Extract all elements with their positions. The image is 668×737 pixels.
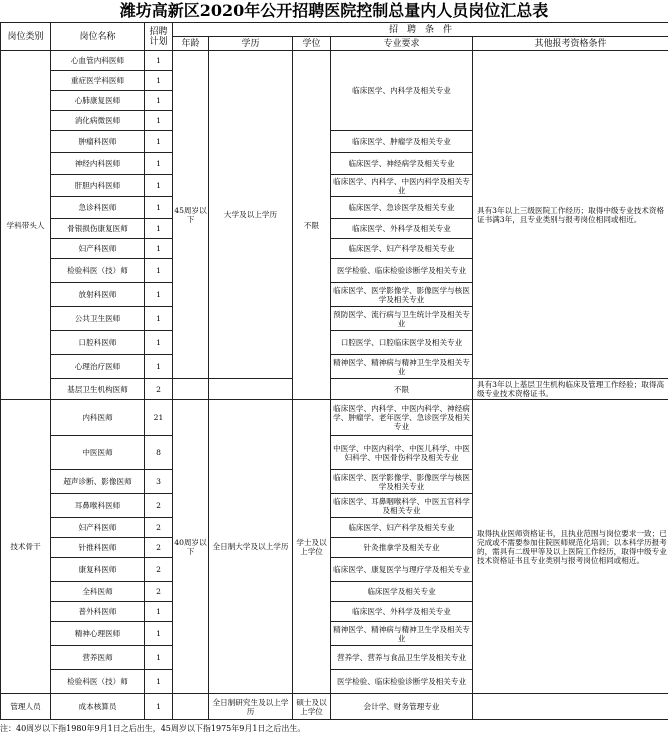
degree-cell: 硕士及以上学位 xyxy=(293,694,331,720)
major-cell: 临床医学、内科学、中医内科学及相关专业 xyxy=(331,175,473,197)
position-name: 心血管内科医师 xyxy=(51,51,145,71)
major-cell: 中医学、中医内科学、中医儿科学、中医妇科学、中医骨伤科学及相关专业 xyxy=(331,436,473,470)
degree-cell: 学士及以上学位 xyxy=(293,400,331,694)
table-row xyxy=(1,379,668,400)
education-cell: 大学及以上学历 xyxy=(209,51,293,379)
position-count: 1 xyxy=(145,694,173,720)
position-name: 重症医学科医师 xyxy=(51,71,145,91)
major-cell: 临床医学、医学影像学、影像医学与核医学及相关专业 xyxy=(331,470,473,494)
position-name: 骨银损伤康复医师 xyxy=(51,219,145,239)
position-count: 1 xyxy=(145,51,173,71)
position-name: 康复科医师 xyxy=(51,558,145,582)
position-count: 1 xyxy=(145,153,173,175)
major-cell: 会计学、财务管理专业 xyxy=(331,694,473,720)
major-cell: 临床医学、康复医学与理疗学及相关专业 xyxy=(331,558,473,582)
category-cell: 管理人员 xyxy=(1,694,51,720)
major-cell: 医学检验、临床检验诊断学及相关专业 xyxy=(331,670,473,694)
header-major: 专业要求 xyxy=(331,37,473,51)
position-count: 1 xyxy=(145,602,173,622)
header-age: 年龄 xyxy=(173,37,209,51)
position-count: 8 xyxy=(145,436,173,470)
position-name: 妇产科医师 xyxy=(51,239,145,259)
major-cell: 临床医学、妇产科学及相关专业 xyxy=(331,518,473,538)
age-cell xyxy=(173,379,209,400)
header-row xyxy=(1,23,668,37)
major-cell: 临床医学、妇产科学及相关专业 xyxy=(331,239,473,259)
degree-cell: 不限 xyxy=(293,51,331,400)
header-conditions: 招 聘 条 件 xyxy=(173,23,668,37)
position-count: 2 xyxy=(145,582,173,602)
major-cell: 临床医学、医学影像学、影像医学与核医学及相关专业 xyxy=(331,283,473,307)
other-cell xyxy=(473,694,668,720)
position-name: 消化病微医师 xyxy=(51,111,145,131)
major-cell: 临床医学、内科学及相关专业 xyxy=(331,51,473,131)
category-cell: 学科带头人 xyxy=(1,51,51,400)
position-name: 中医医师 xyxy=(51,436,145,470)
position-name: 耳鼻喉科医师 xyxy=(51,494,145,518)
position-name: 营养医师 xyxy=(51,646,145,670)
position-name: 成本核算员 xyxy=(51,694,145,720)
major-cell: 临床医学、外科学及相关专业 xyxy=(331,602,473,622)
position-count: 2 xyxy=(145,379,173,400)
position-name: 全科医师 xyxy=(51,582,145,602)
position-count: 1 xyxy=(145,91,173,111)
major-cell: 口腔医学、口腔临床医学及相关专业 xyxy=(331,331,473,355)
position-count: 2 xyxy=(145,518,173,538)
position-name: 心理治疗医师 xyxy=(51,355,145,379)
education-cell xyxy=(209,379,293,400)
position-count: 1 xyxy=(145,197,173,219)
position-name: 口腔科医师 xyxy=(51,331,145,355)
table-row xyxy=(1,51,668,71)
major-cell: 预防医学、流行病与卫生统计学及相关专业 xyxy=(331,307,473,331)
position-count: 1 xyxy=(145,131,173,153)
major-cell: 针灸推拿学及相关专业 xyxy=(331,538,473,558)
major-cell: 医学检验、临床检验诊断学及相关专业 xyxy=(331,259,473,283)
position-count: 1 xyxy=(145,307,173,331)
position-count: 3 xyxy=(145,470,173,494)
position-count: 1 xyxy=(145,355,173,379)
major-cell: 临床医学、耳鼻咽喉科学、中医五官科学及相关专业 xyxy=(331,494,473,518)
education-cell: 全日制研究生及以上学历 xyxy=(209,694,293,720)
position-count: 1 xyxy=(145,219,173,239)
major-cell: 临床医学、急诊医学及相关专业 xyxy=(331,197,473,219)
position-count: 21 xyxy=(145,400,173,436)
position-count: 2 xyxy=(145,538,173,558)
header-other: 其他报考资格条件 xyxy=(473,37,668,51)
position-name: 普外科医师 xyxy=(51,602,145,622)
position-name: 神经内科医师 xyxy=(51,153,145,175)
position-name: 超声诊断、影像医师 xyxy=(51,470,145,494)
category-cell: 技术骨干 xyxy=(1,400,51,694)
position-name: 检验科医（技）师 xyxy=(51,259,145,283)
position-count: 1 xyxy=(145,259,173,283)
major-cell: 临床医学、内科学、中医内科学、神经病学、肿瘤学、老年医学、急诊医学及相关专业 xyxy=(331,400,473,436)
header-name: 岗位名称 xyxy=(51,23,145,51)
other-cell: 具有3年以上三级医院工作经历；取得中级专业技术资格证书满3年，且专业类别与报考岗位相同或相近。 xyxy=(473,51,668,379)
age-cell: 45周岁以下 xyxy=(173,51,209,379)
major-cell: 临床医学、外科学及相关专业 xyxy=(331,219,473,239)
table-row xyxy=(1,694,668,720)
position-count: 1 xyxy=(145,331,173,355)
position-count: 1 xyxy=(145,646,173,670)
position-count: 1 xyxy=(145,175,173,197)
position-count: 1 xyxy=(145,283,173,307)
major-cell: 营养学、营养与食品卫生学及相关专业 xyxy=(331,646,473,670)
position-name: 急诊科医师 xyxy=(51,197,145,219)
position-count: 1 xyxy=(145,71,173,91)
major-cell: 临床医学、神经病学及相关专业 xyxy=(331,153,473,175)
major-cell: 精神医学、精神病与精神卫生学及相关专业 xyxy=(331,622,473,646)
position-name: 心肺康复医师 xyxy=(51,91,145,111)
position-name: 针推科医师 xyxy=(51,538,145,558)
major-cell: 临床医学、肿瘤学及相关专业 xyxy=(331,131,473,153)
position-name: 肝胆内科医师 xyxy=(51,175,145,197)
position-name: 妇产科医师 xyxy=(51,518,145,538)
major-cell: 精神医学、精神病与精神卫生学及相关专业 xyxy=(331,355,473,379)
other-cell: 具有3年以上基层卫生机构临床及管理工作经验；取得高级专业技术资格证书。 xyxy=(473,379,668,400)
education-cell: 全日制大学及以上学历 xyxy=(209,400,293,694)
position-name: 公共卫生医师 xyxy=(51,307,145,331)
position-name: 内科医师 xyxy=(51,400,145,436)
header-category: 岗位类别 xyxy=(1,23,51,51)
position-name: 精神心理医师 xyxy=(51,622,145,646)
other-cell: 取得执业医师资格证书，且执业范围与岗位要求一致；已完成或不需要参加住院医师规范化培训；以本科学历报考的，需具有二级甲等及以上医院工作经历，取得中级专业技术资格证书且专业类别与报考岗位相同或相近。 xyxy=(473,400,668,694)
major-cell: 临床医学及相关专业 xyxy=(331,582,473,602)
page-title: 潍坊高新区2020年公开招聘医院控制总量内人员岗位汇总表 xyxy=(119,1,549,20)
footnote: 注：40周岁以下指1980年9月1日之后出生，45周岁以下指1975年9月1日之后出生。 xyxy=(0,724,306,733)
header-count: 招聘计划 xyxy=(145,23,173,51)
position-name: 放射科医师 xyxy=(51,283,145,307)
position-name: 检验科医（技）师 xyxy=(51,670,145,694)
recruitment-table xyxy=(0,22,668,720)
position-count: 1 xyxy=(145,670,173,694)
position-count: 1 xyxy=(145,239,173,259)
position-count: 1 xyxy=(145,622,173,646)
position-count: 1 xyxy=(145,111,173,131)
position-name: 肿瘤科医师 xyxy=(51,131,145,153)
position-count: 2 xyxy=(145,558,173,582)
table-row xyxy=(1,400,668,436)
position-count: 2 xyxy=(145,494,173,518)
age-cell: 40周岁以下 xyxy=(173,400,209,694)
header-degree: 学位 xyxy=(293,37,331,51)
major-cell: 不限 xyxy=(331,379,473,400)
position-name: 基层卫生机构医师 xyxy=(51,379,145,400)
age-cell xyxy=(173,694,209,720)
header-education: 学历 xyxy=(209,37,293,51)
